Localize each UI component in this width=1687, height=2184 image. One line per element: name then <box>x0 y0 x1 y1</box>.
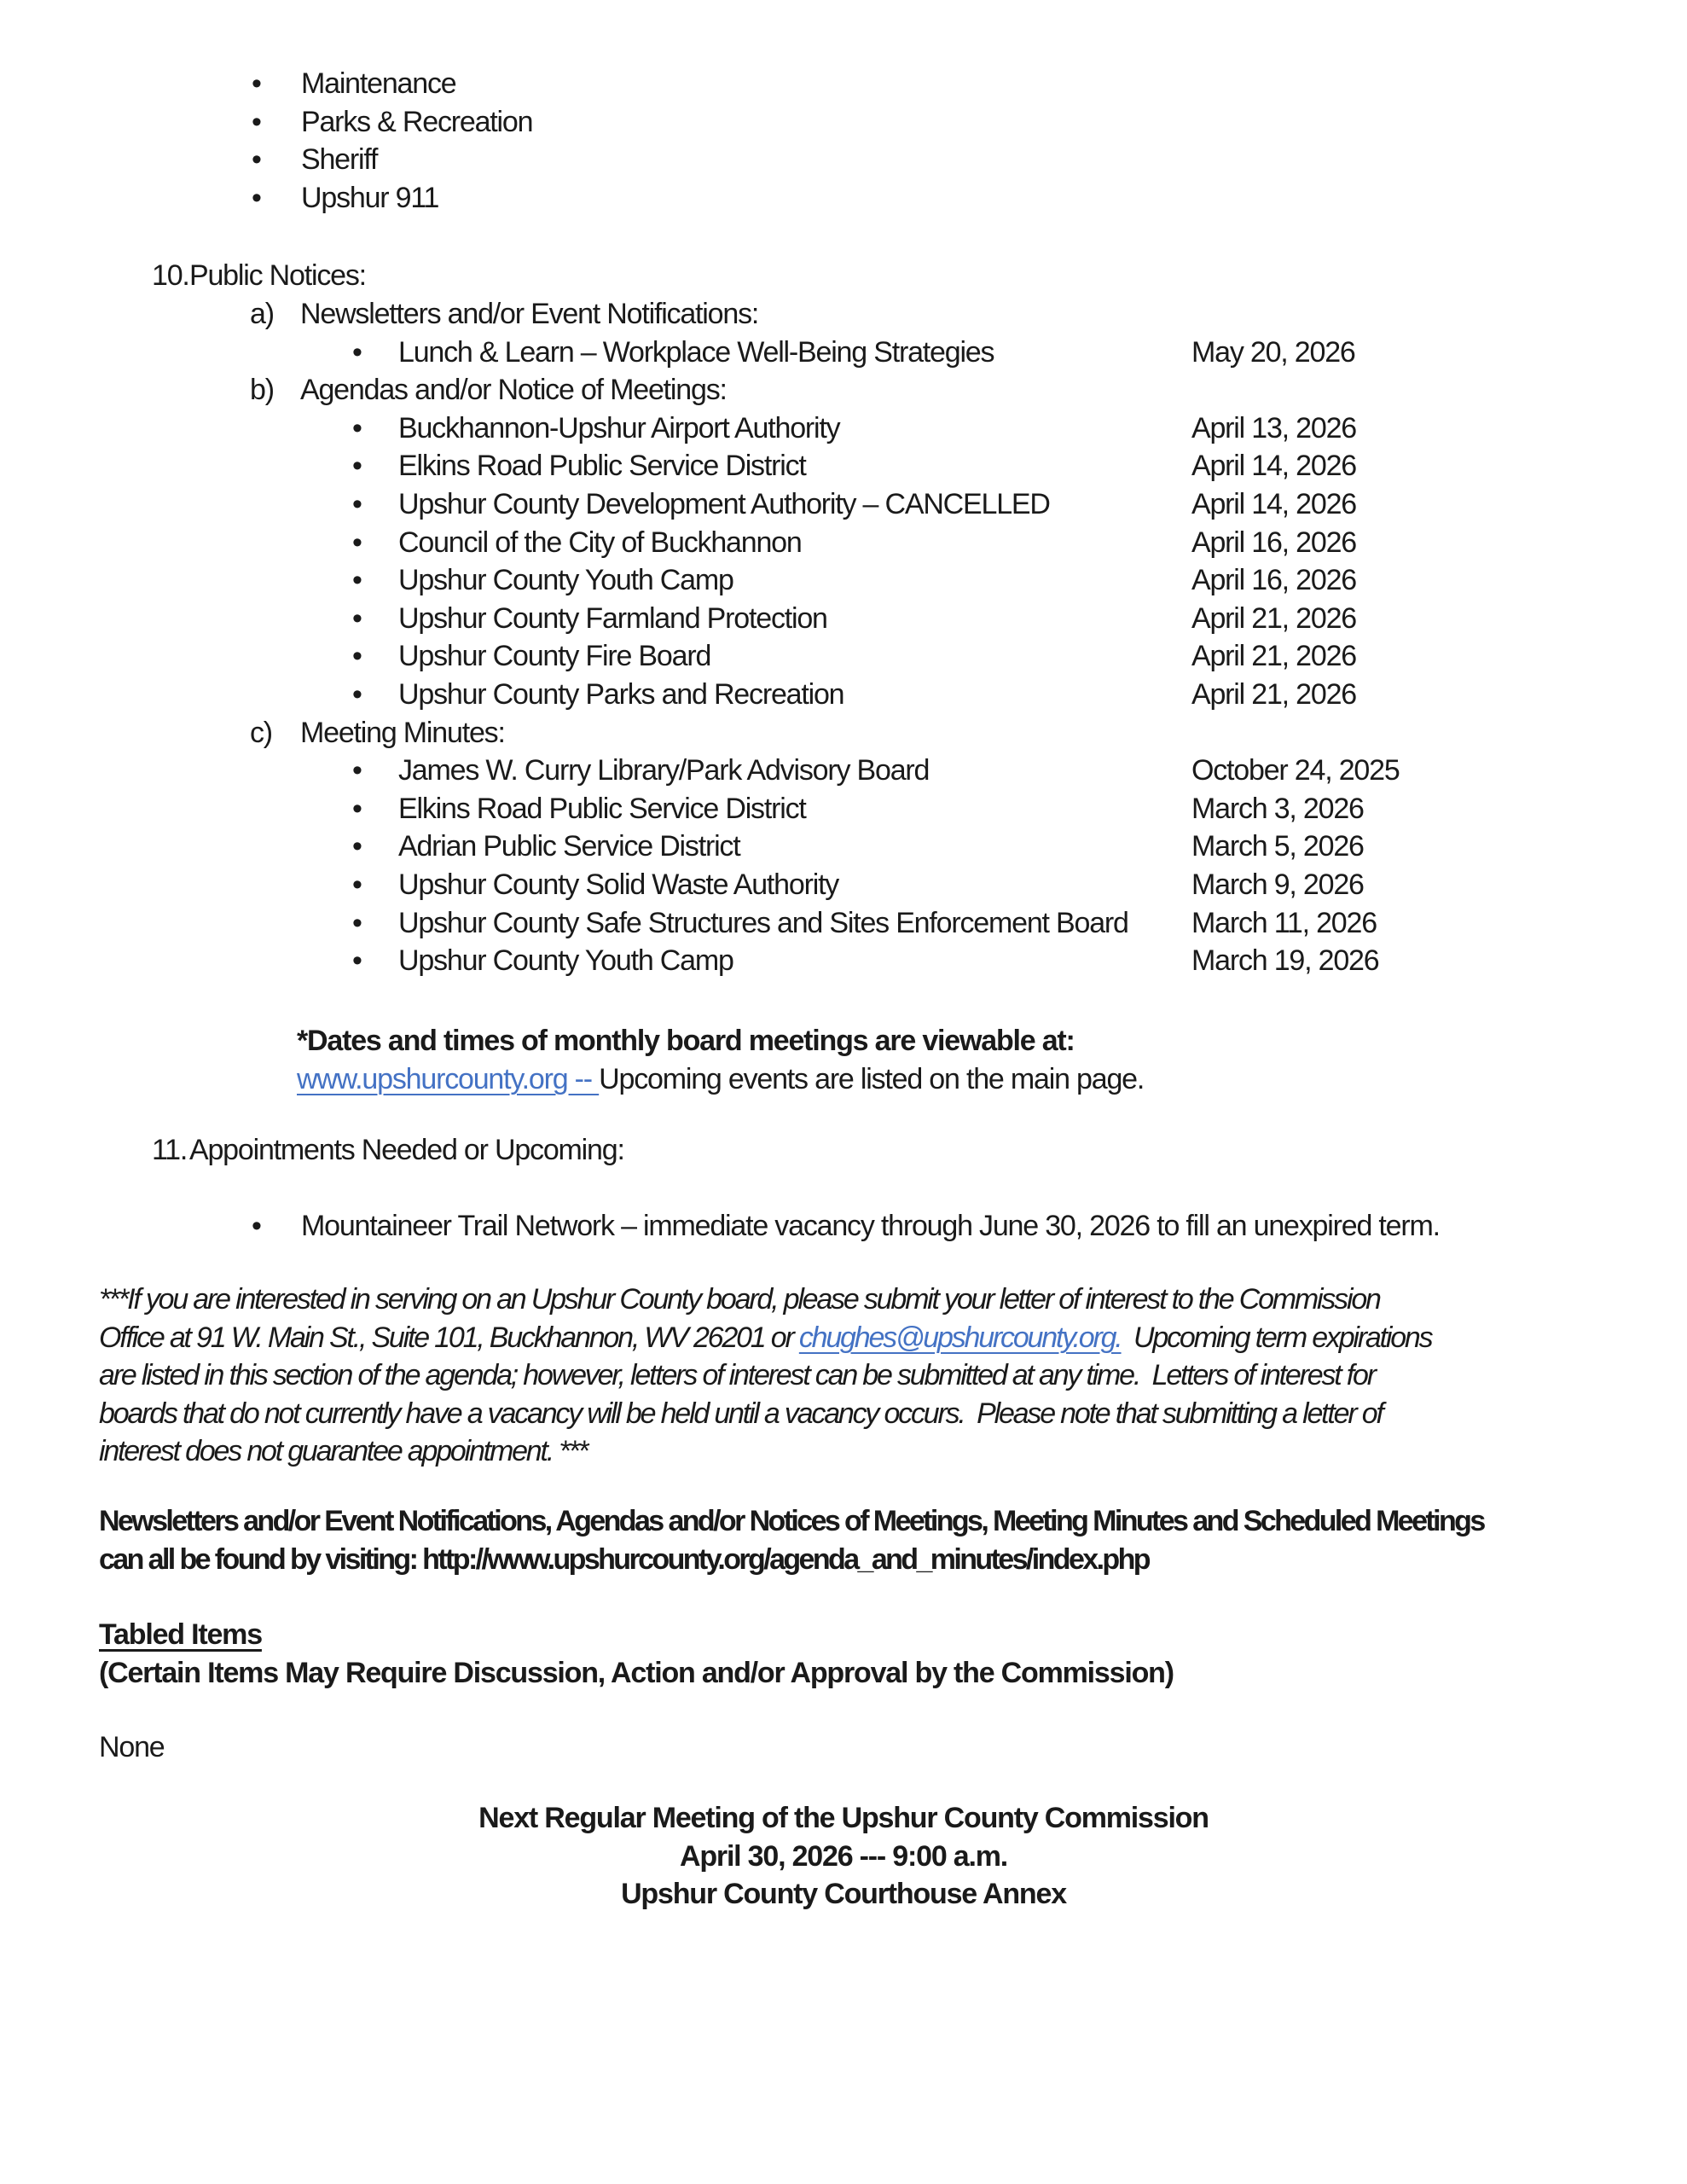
item-text: Upshur County Youth Camp <box>398 564 733 596</box>
next-meeting-datetime: April 30, 2026 --- 9:00 a.m. <box>679 1840 1008 1873</box>
interest-note-line <box>0 1356 1687 1396</box>
item-text: Upshur County Development Authority – CANCELLED <box>398 488 1050 520</box>
notice-list-item <box>0 410 1687 449</box>
interest-note-text: boards that do not currently have a vacancy will be held until a vacancy occurs. Please note that submitting a letter of <box>99 1397 1383 1430</box>
item-text: Upshur County Farmland Protection <box>398 602 827 635</box>
department-list-item <box>0 65 1687 104</box>
board-note-link-wrap <box>297 1060 1144 1099</box>
item-date: March 19, 2026 <box>1191 944 1379 977</box>
found-note-text: can all be found by visiting: http://www.upshurcounty.org/agenda_and_minutes/index.php <box>99 1543 1149 1576</box>
item-text: Sheriff <box>301 143 378 176</box>
bullet-icon: • <box>352 450 362 482</box>
notice-list-item <box>0 524 1687 563</box>
board-note-text: *Dates and times of monthly board meetings are viewable at: <box>297 1025 1075 1057</box>
item-text: Upshur County Parks and Recreation <box>398 678 844 711</box>
interest-note-text: interest does not guarantee appointment. *** <box>99 1435 588 1467</box>
item-text: Elkins Road Public Service District <box>398 793 806 825</box>
item-text: Parks & Recreation <box>301 106 533 138</box>
found-note-text: Newsletters and/or Event Notifications, Agendas and/or Notices of Meetings, Meeting Minutes and Scheduled Meetings <box>99 1505 1484 1537</box>
subsection-b <box>0 371 1687 410</box>
item-date: April 16, 2026 <box>1191 564 1357 596</box>
interest-note-line <box>0 1281 1687 1320</box>
notice-list-item <box>0 561 1687 601</box>
department-list-item <box>0 179 1687 218</box>
item-text: James W. Curry Library/Park Advisory Board <box>398 754 930 787</box>
item-date: April 16, 2026 <box>1191 526 1357 559</box>
heading-number: 11. <box>152 1134 188 1166</box>
upshurcounty-website-link[interactable]: www.upshurcounty.org -- <box>297 1063 600 1095</box>
minutes-list-item <box>0 904 1687 944</box>
board-note-line <box>0 1022 1687 1061</box>
interest-note-text: ***If you are interested in serving on an Upshur County board, please submit your letter of interest to the Commission <box>99 1283 1380 1316</box>
interest-note-line <box>0 1432 1687 1472</box>
board-note-link-line <box>0 1060 1687 1100</box>
bullet-icon: • <box>352 944 362 977</box>
department-list-item <box>0 103 1687 142</box>
department-list-item <box>0 141 1687 180</box>
notice-list-item <box>0 637 1687 677</box>
tabled-items-subtitle: (Certain Items May Require Discussion, Action and/or Approval by the Commission) <box>99 1657 1174 1689</box>
minutes-list-item <box>0 790 1687 829</box>
interest-note-text <box>99 1319 1431 1357</box>
minutes-list-item <box>0 866 1687 905</box>
item-date: March 11, 2026 <box>1191 907 1377 939</box>
bullet-icon: • <box>352 907 362 939</box>
bullet-icon: • <box>352 830 362 863</box>
item-text: Elkins Road Public Service District <box>398 450 806 482</box>
tabled-items-subtitle-line <box>0 1654 1687 1693</box>
item-date: May 20, 2026 <box>1191 336 1355 369</box>
notice-list-item <box>0 600 1687 639</box>
item-date: October 24, 2025 <box>1191 754 1400 787</box>
next-meeting-location: Upshur County Courthouse Annex <box>621 1878 1066 1910</box>
bullet-icon: • <box>352 754 362 787</box>
item-text: Council of the City of Buckhannon <box>398 526 802 559</box>
subsection-a <box>0 295 1687 334</box>
minutes-list-item <box>0 828 1687 867</box>
item-date: April 13, 2026 <box>1191 412 1357 444</box>
interest-note-line <box>0 1319 1687 1358</box>
heading-title: Appointments Needed or Upcoming: <box>189 1134 624 1166</box>
subsection-marker: c) <box>250 717 272 749</box>
appointment-list-item <box>0 1207 1687 1246</box>
numbered-heading-public-notices <box>0 257 1687 296</box>
bullet-icon: • <box>352 678 362 711</box>
item-text: Mountaineer Trail Network – immediate vacancy through June 30, 2026 to fill an unexpired term. <box>301 1210 1440 1242</box>
bullet-icon: • <box>352 526 362 559</box>
found-note-line <box>0 1541 1687 1580</box>
minutes-list-item <box>0 942 1687 981</box>
bullet-icon: • <box>352 564 362 596</box>
subsection-c <box>0 714 1687 753</box>
bullet-icon: • <box>252 67 261 100</box>
item-text: Maintenance <box>301 67 456 100</box>
interest-note-post: Upcoming term expirations <box>1121 1321 1432 1354</box>
next-meeting-line <box>0 1875 1687 1914</box>
item-text: Upshur County Safe Structures and Sites Enforcement Board <box>398 907 1128 939</box>
bullet-icon: • <box>352 602 362 635</box>
board-note-after-link: Upcoming events are listed on the main page. <box>599 1063 1145 1095</box>
interest-note-pre: Office at 91 W. Main St., Suite 101, Buckhannon, WV 26201 or <box>99 1321 799 1354</box>
tabled-items-value: None <box>99 1731 165 1763</box>
item-text: Lunch & Learn – Workplace Well-Being Strategies <box>398 336 994 369</box>
bullet-icon: • <box>352 640 362 672</box>
bullet-icon: • <box>252 143 261 176</box>
subsection-marker: a) <box>250 298 274 330</box>
tabled-items-heading <box>0 1616 1687 1655</box>
found-note-line <box>0 1502 1687 1542</box>
item-text: Adrian Public Service District <box>398 830 740 863</box>
bullet-icon: • <box>252 1210 261 1242</box>
item-date: April 14, 2026 <box>1191 450 1357 482</box>
subsection-marker: b) <box>250 374 274 406</box>
notice-list-item <box>0 334 1687 373</box>
tabled-items-title: Tabled Items <box>99 1618 262 1651</box>
interest-note-text: are listed in this section of the agenda; however, letters of interest can be submitted at any time. Letters of interest for <box>99 1359 1375 1391</box>
next-meeting-line <box>0 1838 1687 1877</box>
item-text: Buckhannon-Upshur Airport Authority <box>398 412 840 444</box>
item-text: Upshur County Youth Camp <box>398 944 733 977</box>
item-date: April 21, 2026 <box>1191 640 1357 672</box>
notice-list-item <box>0 447 1687 486</box>
next-meeting-line <box>0 1799 1687 1838</box>
heading-title: Public Notices: <box>189 259 366 292</box>
bullet-icon: • <box>352 793 362 825</box>
item-date: March 3, 2026 <box>1191 793 1364 825</box>
item-text: Upshur County Fire Board <box>398 640 711 672</box>
item-date: April 14, 2026 <box>1191 488 1357 520</box>
bullet-icon: • <box>352 412 362 444</box>
item-text: Upshur 911 <box>301 182 439 214</box>
bullet-icon: • <box>252 106 261 138</box>
notice-list-item <box>0 676 1687 715</box>
bullet-icon: • <box>352 336 362 369</box>
numbered-heading-appointments <box>0 1131 1687 1170</box>
item-text: Upshur County Solid Waste Authority <box>398 868 839 901</box>
item-date: March 9, 2026 <box>1191 868 1364 901</box>
minutes-list-item <box>0 752 1687 791</box>
heading-number: 10. <box>152 259 189 292</box>
subsection-title: Agendas and/or Notice of Meetings: <box>300 374 727 406</box>
next-meeting-title: Next Regular Meeting of the Upshur County Commission <box>478 1802 1209 1834</box>
subsection-title: Newsletters and/or Event Notifications: <box>300 298 759 330</box>
item-date: April 21, 2026 <box>1191 678 1357 711</box>
subsection-title: Meeting Minutes: <box>300 717 505 749</box>
tabled-items-value-line <box>0 1728 1687 1768</box>
item-date: March 5, 2026 <box>1191 830 1364 863</box>
item-date: April 21, 2026 <box>1191 602 1357 635</box>
bullet-icon: • <box>352 488 362 520</box>
email-link[interactable]: chughes@upshurcounty.org. <box>798 1321 1122 1354</box>
notice-list-item <box>0 485 1687 525</box>
bullet-icon: • <box>252 182 261 214</box>
bullet-icon: • <box>352 868 362 901</box>
interest-note-line <box>0 1395 1687 1434</box>
